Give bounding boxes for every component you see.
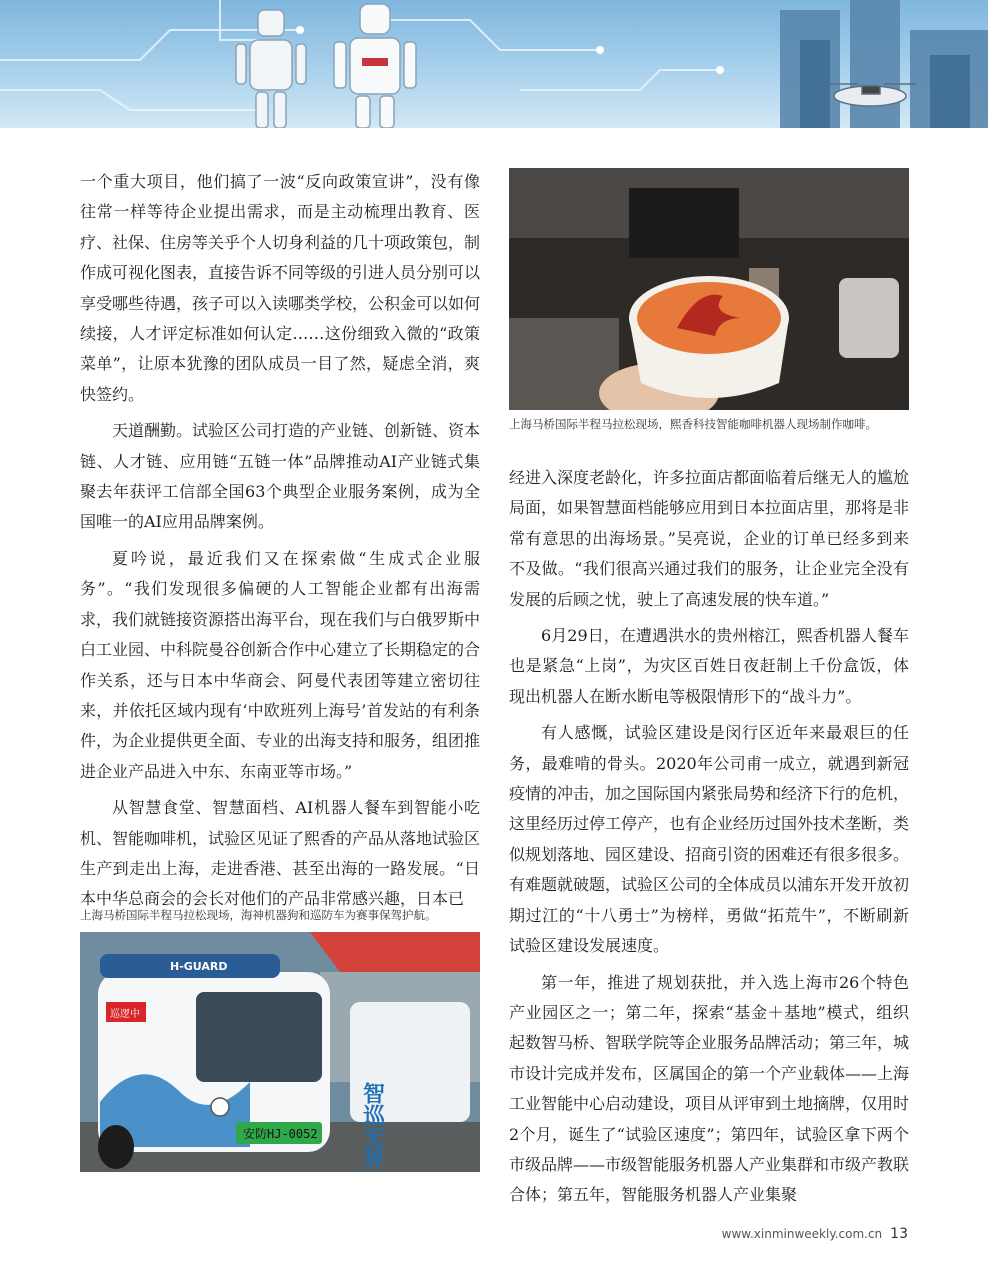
coffee-robot-photo (509, 168, 909, 410)
paragraph: 6月29日，在遭遇洪水的贵州榕江，熙香机器人餐车也是紧急“上岗”，为灾区百姓日夜赶制上千份盒饭，体现出机器人在断水断电等极限情形下的“战斗力”。 (509, 626, 909, 706)
paragraph: 有人感慨，试验区建设是闵行区近年来最艰巨的任务，最难啃的骨头。2020年公司甫一成立，就遇到新冠疫情的冲击，加之国际国内紧张局势和经济下行的危机，这里经历过停工停产，也有企业经历过国外技术垄断，类似规划落地、园区建设、招商引资的困难还有很多很多。有难题就破题，试验区公司的全体成员以浦东开发开放初期过江的“十八勇士”为榜样，勇做“拓荒牛”，不断刷新试验区建设发展速度。 (509, 723, 910, 956)
header-banner (0, 0, 988, 128)
paragraph: 一个重大项目，他们搞了一波“反向政策宣讲”，没有像往常一样等待企业提出需求，而是主动梳理出教育、医疗、社保、住房等关乎个人切身利益的几十项政策包，制作成可视化图表，直接告诉不同等级的引进人员分别可以享受哪些待遇，孩子可以入读哪类学校，公积金可以如何续接，人才评定标准如何认定……这份细致入微的“政策菜单”，让原本犹豫的团队成员一目了然，疑虑全消，爽快签约。 (80, 172, 481, 404)
vehicle-plate: 安防HJ-0052 (243, 1127, 318, 1141)
coffee-photo-caption: 上海马桥国际半程马拉松现场，熙香科技智能咖啡机器人现场制作咖啡。 (509, 417, 877, 431)
vehicle-photo-caption: 上海马桥国际半程马拉松现场，海神机器狗和巡防车为赛事保驾护航。 (80, 908, 437, 922)
robot-figure-right (334, 4, 416, 128)
right-text-column (509, 463, 909, 1211)
vehicle-brand-text: H-GUARD (170, 960, 228, 973)
page-number: 13 (890, 1226, 908, 1242)
left-text-column (80, 167, 480, 915)
paragraph: 从智慧食堂、智慧面档、AI机器人餐车到智能小吃机、智能咖啡机，试验区见证了熙香的产品从落地试验区生产到走出上海，走进香港、甚至出海的一路发展。“日本中华总商会的会长对他们的产品非常感兴趣，日本已 (80, 798, 481, 909)
robot-city-banner-illustration (0, 0, 988, 128)
paragraph: 夏吟说，最近我们又在探索做“生成式企业服务”。“我们发现很多偏硬的人工智能企业都有出海需求，我们就链接资源搭出海平台，现在我们与白俄罗斯中白工业园、中科院曼谷创新合作中心建立了长期稳定的合作关系，还与日本中华商会、阿曼代表团等建立密切往来，并依托区域内现有‘中欧班列上海号’首发站的有利条件，为企业提供更全面、专业的出海支持和服务，组团推进企业产品进入中东、东南亚等市场。” (80, 548, 481, 781)
website-url: www.xinminweekly.com.cn (721, 1227, 883, 1241)
paragraph: 天道酬勤。试验区公司打造的产业链、创新链、资本链、人才链、应用链“五链一体”品牌推动AI产业链式集聚去年获评工信部全国63个典型企业服务案例，成为全国唯一的AI应用品牌案例。 (80, 421, 481, 532)
page-footer (722, 1226, 908, 1242)
patrol-vehicle-photo (80, 932, 480, 1172)
vehicle-side-text: 智巡无界 (359, 1082, 385, 1170)
paragraph: 经进入深度老龄化，许多拉面店都面临着后继无人的尴尬局面，如果智慧面档能够应用到日本拉面店里，那将是非常有意思的出海场景。”吴亮说，企业的订单已经多到来不及做。“我们很高兴通过我们的服务，让企业完全没有发展的后顾之忧，驶上了高速发展的快车道。” (509, 468, 910, 609)
paragraph: 第一年，推进了规划获批，并入选上海市26个特色产业园区之一；第二年，探索“基金＋基地”模式，组织起数智马桥、智联学院等企业服务品牌活动；第三年，城市设计完成并发布，区属国企的第一个产业载体——上海工业智能中心启动建设，项目从评审到土地摘牌，仅用时2个月，诞生了“试验区速度”；第四年，试验区拿下两个市级品牌——市级智能服务机器人产业集群和市级产教联合体；第五年，智能服务机器人产业集聚 (509, 972, 910, 1205)
vehicle-screen-text: 巡逻中 (110, 1009, 140, 1020)
